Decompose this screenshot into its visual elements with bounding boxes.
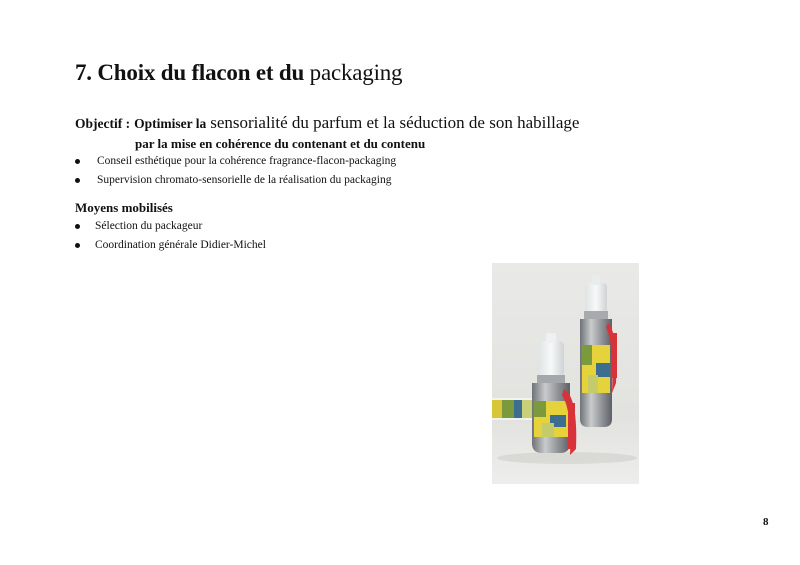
bullet-text: Coordination générale Didier-Michel — [95, 239, 266, 251]
objective-line-2: par la mise en cohérence du contenant et du contenu — [135, 136, 426, 151]
bullet-text: Supervision chromato-sensorielle de la réalisation du packaging — [97, 174, 392, 186]
bullet-icon — [75, 243, 80, 248]
bullet-text: Conseil esthétique pour la cohérence fragrance-flacon-packaging — [97, 155, 397, 167]
objective-line — [75, 113, 579, 133]
section-title — [75, 60, 402, 86]
objective-large: sensorialité du parfum et la séduction de son habillage — [210, 113, 580, 132]
bullet-text: Sélection du packageur — [95, 220, 203, 232]
bullet-icon — [75, 178, 80, 183]
objective-bold: Optimiser la — [134, 116, 207, 131]
perfume-bottles-illustration — [492, 263, 639, 484]
section-title-bold: 7. Choix du flacon et du — [75, 60, 305, 85]
page-number: 8 — [763, 516, 769, 528]
bullet-icon — [75, 224, 80, 229]
perfume-bottles-photo — [492, 263, 639, 484]
means-heading: Moyens mobilisés — [75, 200, 173, 215]
objective-label: Objectif : — [75, 116, 131, 131]
section-title-rest: packaging — [309, 60, 403, 85]
bullet-icon — [75, 159, 80, 164]
